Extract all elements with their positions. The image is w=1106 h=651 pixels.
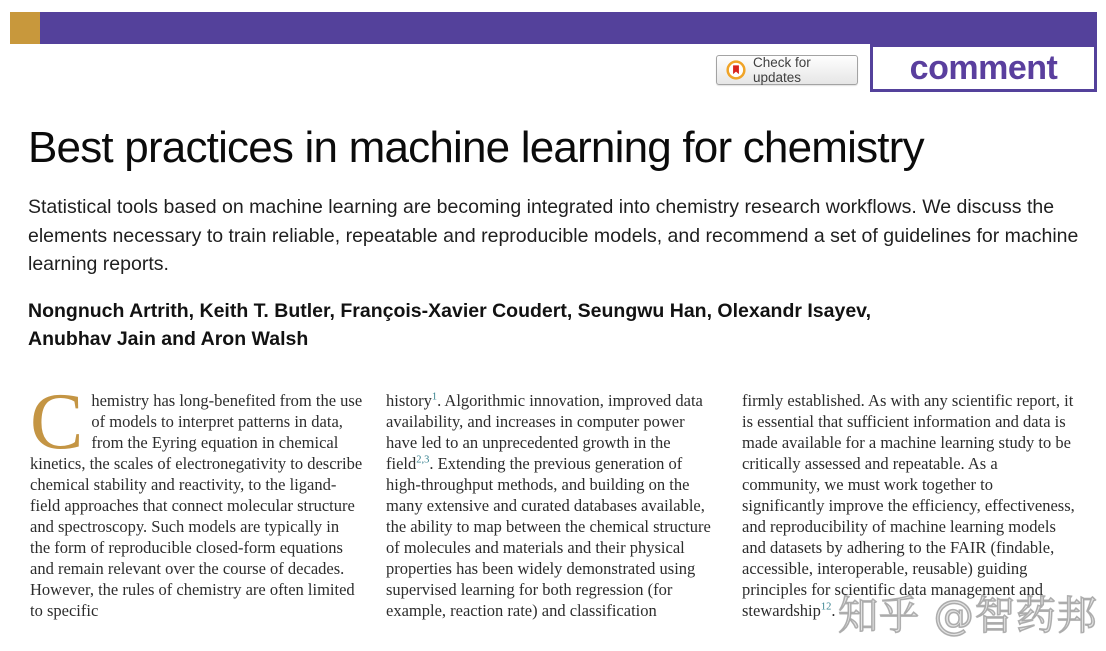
section-label: comment	[909, 48, 1058, 87]
reference-superscript: 2,3	[416, 454, 430, 466]
reference-superscript: 1	[431, 391, 438, 403]
authors-block	[28, 297, 1028, 353]
body-column-1: C hemistry has long-benefited from the use of models to interpret patterns in data, from the Eyring equation in chemical kinetics, the scales of electronegativity to describe chemical stability and reactivity, to the ligand-field approaches that connect molecular structure and spectroscopy. Such models are typically in the form of reproducible closed-form equations and remain relevant over the course of decades. However, the rules of chemistry are often limited to specific	[30, 390, 363, 620]
body-column-3: firmly established. As with any scientific report, it is essential that sufficient information and data is made available for a machine learning study to be critically assessed and repeatable. As a community, we must work together to significantly improve the efficiency, effectiveness, and reproducibility of machine learning models and datasets by adhering to the FAIR (findable, accessible, interoperable, reusable) guiding principles for scientific data management and stewardship$^{12}$.	[742, 391, 1075, 620]
banner-purple-bar	[40, 12, 1097, 44]
section-label-box	[870, 44, 1097, 92]
check-for-updates-label: Check for updates	[753, 55, 811, 85]
body-column-2: history$^1$. Algorithmic innovation, improved data availability, and increases in computer power have led to an unprecedented growth in the field$^{2,3}$. Extending the previous generation of high-throughput methods, and building on the many extensive and curated databases available, the ability to map between the chemical structure of molecules and materials and their physical properties has been widely demonstrated using supervised learning for both regression (for example, reaction rate) and classification	[386, 391, 711, 620]
page-title: Best practices in machine learning for chemistry	[28, 123, 924, 172]
reference-superscript: 12	[820, 601, 832, 613]
crossmark-icon	[726, 60, 746, 80]
standfirst-text: Statistical tools based on machine learning are becoming integrated into chemistry research workflows. We discuss the elements necessary to train reliable, repeatable and reproducible models, and recommend a set of guidelines for machine learning reports.	[28, 196, 1079, 275]
authors-line-2: Anubhav Jain and Aron Walsh	[28, 328, 309, 350]
authors-line-1: Nongnuch Artrith, Keith T. Butler, François-Xavier Coudert, Seungwu Han, Olexandr Isayev,	[28, 300, 871, 322]
body-columns	[30, 390, 1076, 651]
watermark-text: 知乎 @智药邦	[838, 593, 1098, 639]
check-for-updates-button[interactable]	[716, 55, 858, 85]
drop-cap: C	[30, 390, 84, 466]
banner-gold-square	[10, 12, 40, 44]
